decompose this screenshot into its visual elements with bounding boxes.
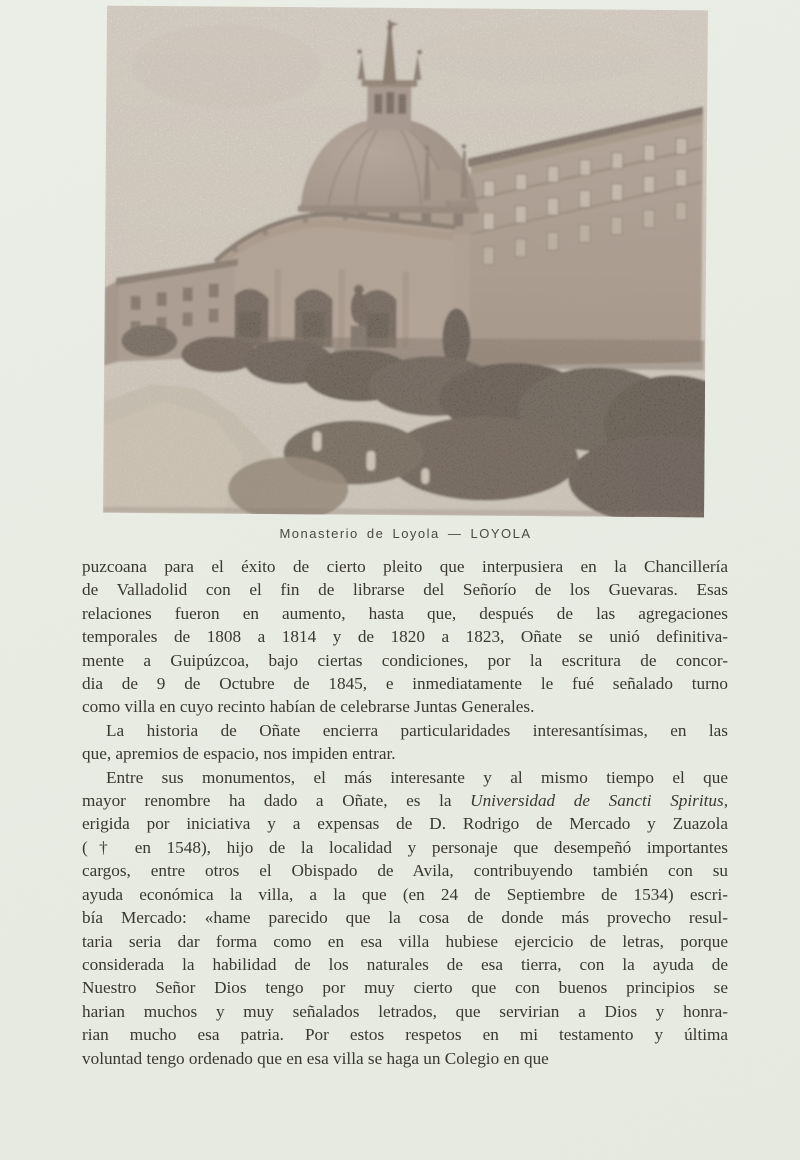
monastery-photo: [103, 6, 708, 518]
text-line: relaciones fueron en aumento, hasta que, después de las agregaciones: [82, 603, 728, 623]
text-line: de Valladolid con el fin de librarse del Señorío de los Guevaras. Esas: [82, 580, 728, 600]
paragraph: [82, 719, 728, 766]
photo-caption: Monasterio de Loyola — LOYOLA: [279, 526, 532, 541]
text-line: bía Mercado: «hame parecido que la cosa de donde más provecho resul-: [82, 908, 728, 928]
text-line: Nuestro Señor Dios tengo por muy cierto que con buenos principios se: [82, 978, 728, 998]
photo-figure: [105, 8, 706, 541]
text-line: rian mucho esa patria. Por estos respetos en mi testamento y última: [82, 1025, 728, 1045]
text-line: († en 1548), hijo de la localidad y personaje que desempeñó importantes: [82, 837, 728, 857]
text-line: puzcoana para el éxito de cierto pleito que interpusiera en la Chancillería: [82, 557, 728, 576]
text-line: cargos, entre otros el Obispado de Avila, contribuyendo también con su: [82, 861, 728, 881]
text-line: que, apremios de espacio, nos impiden entrar.: [82, 744, 396, 764]
text-line: taria seria dar forma como en esa villa hubiese ejercicio de letras, porque: [82, 931, 728, 951]
text-line: erigida por iniciativa y a expensas de D. Rodrigo de Mercado y Zuazola: [82, 814, 728, 834]
text-line: voluntad tengo ordenado que en esa villa se haga un Colegio en que: [82, 1048, 549, 1068]
text-line: dia de 9 de Octubre de 1845, e inmediatamente le fué señalado turno: [82, 674, 728, 694]
body-text: [82, 555, 728, 1070]
text-line: ayuda económica la villa, a la que (en 24 de Septiembre de 1534) escri-: [82, 884, 728, 904]
text-line: mayor renombre ha dado a Oñate, es la Universidad de Sancti Spiritus,: [82, 791, 728, 811]
text-line: harian muchos y muy señalados letrados, que servirian a Dios y honra-: [82, 1001, 728, 1021]
text-line: temporales de 1808 a 1814 y de 1820 a 1823, Oñate se unió definitiva-: [82, 627, 728, 647]
paragraph: [82, 766, 728, 1070]
text-line: La historia de Oñate encierra particularidades interesantísimas, en las: [106, 720, 728, 740]
text-line: como villa en cuyo recinto habían de celebrarse Juntas Generales.: [82, 697, 535, 717]
paragraph: [82, 555, 728, 719]
monastery-photo-illustration: [103, 6, 708, 518]
text-line: mente a Guipúzcoa, bajo ciertas condiciones, por la escritura de concor-: [82, 650, 728, 670]
text-line: considerada la habilidad de los naturales de esa tierra, con la ayuda de: [82, 954, 728, 974]
text-line: Entre sus monumentos, el más interesante y al mismo tiempo el que: [106, 767, 728, 787]
